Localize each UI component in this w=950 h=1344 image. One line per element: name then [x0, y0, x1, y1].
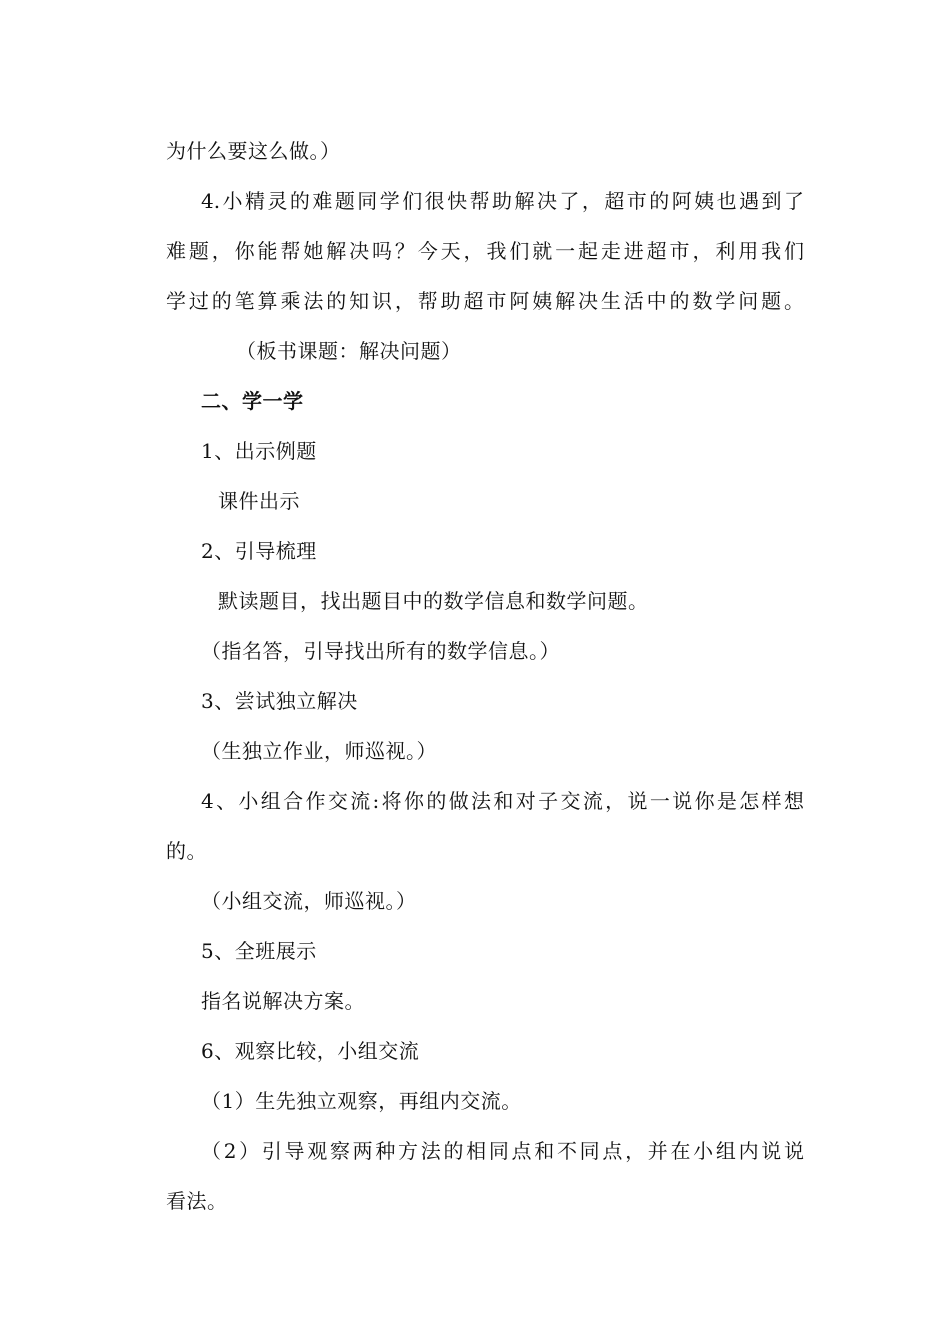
paragraph-4-line-1: 4.小精灵的难题同学们很快帮助解决了，超市的阿姨也遇到了: [201, 189, 804, 213]
step-6-heading: 6、观察比较，小组交流: [201, 1039, 420, 1063]
board-title-note: （板书课题：解决问题）: [236, 339, 462, 363]
step-6-item-2-line-1: （2）引导观察两种方法的相同点和不同点，并在小组内说说: [201, 1139, 804, 1163]
step-4-note: （小组交流，师巡视。）: [201, 889, 417, 913]
step-1-text: 课件出示: [218, 489, 300, 513]
step-2-text: 默读题目，找出题目中的数学信息和数学问题。: [218, 589, 649, 613]
step-1-heading: 1、出示例题: [201, 439, 317, 463]
step-5-heading: 5、全班展示: [201, 939, 317, 963]
section-heading-learn: 二、学一学: [201, 389, 304, 413]
step-6-item-1: （1）生先独立观察，再组内交流。: [201, 1089, 522, 1113]
step-5-text: 指名说解决方案。: [201, 989, 365, 1013]
step-3-note: （生独立作业，师巡视。）: [201, 739, 437, 763]
step-4-line-1: 4、小组合作交流:将你的做法和对子交流，说一说你是怎样想: [201, 789, 804, 813]
step-6-item-2-line-2: 看法。: [166, 1189, 228, 1213]
paragraph-4-line-3: 学过的笔算乘法的知识，帮助超市阿姨解决生活中的数学问题。: [166, 289, 804, 313]
paragraph-4-line-2: 难题，你能帮她解决吗？今天，我们就一起走进超市，利用我们: [166, 239, 804, 263]
step-4-line-2: 的。: [166, 839, 207, 863]
step-2-note: （指名答，引导找出所有的数学信息。）: [201, 639, 560, 663]
text-line-1: 为什么要这么做。）: [166, 139, 341, 163]
step-2-heading: 2、引导梳理: [201, 539, 317, 563]
step-3-heading: 3、尝试独立解决: [201, 689, 358, 713]
